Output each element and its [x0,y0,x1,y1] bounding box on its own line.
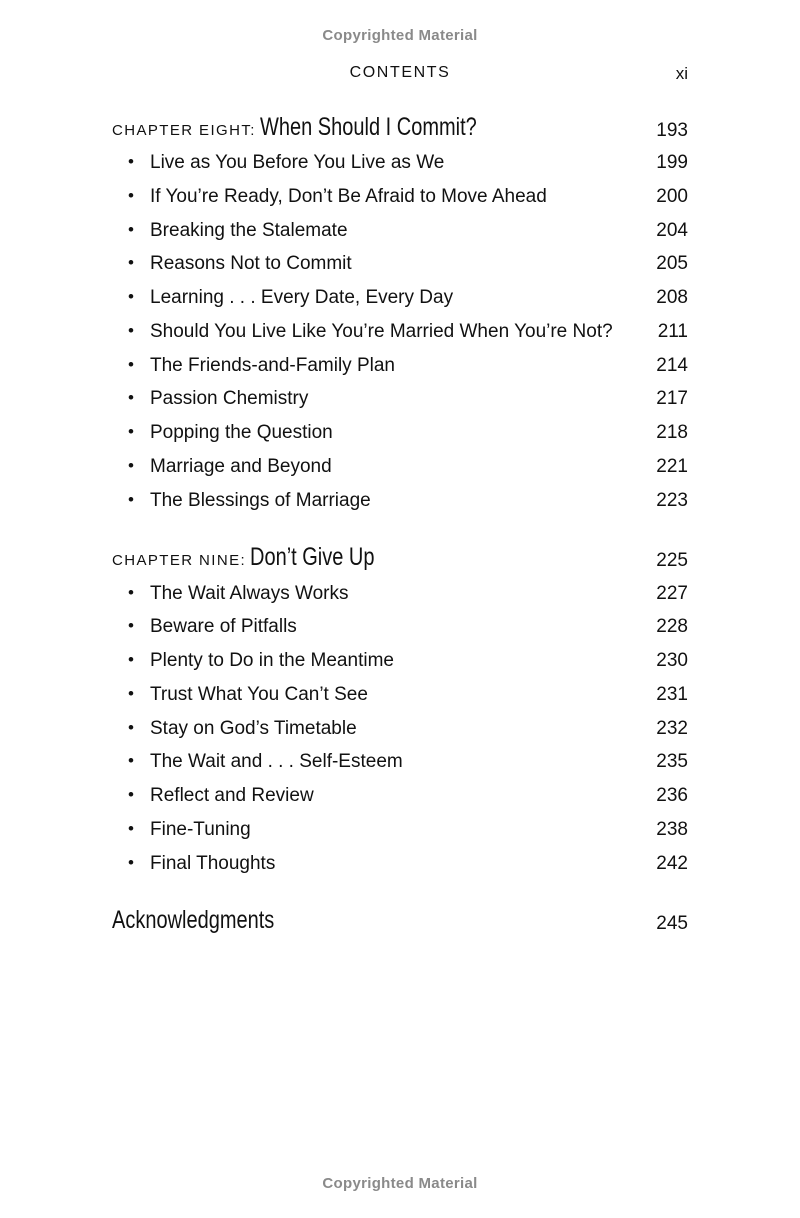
running-head [112,64,688,86]
acknowledgments-page-number: 245 [656,913,688,934]
entry-page-number: 228 [656,616,688,637]
toc-entry [112,186,688,212]
entry-title: Should You Live Like You’re Married When You’re Not? [150,321,613,342]
acknowledgments-title: Acknowledgments [112,906,275,934]
entry-page-number: 238 [656,819,688,840]
toc-entry [112,422,688,448]
entry-page-number: 204 [656,220,688,241]
entry-title: Stay on God’s Timetable [150,718,357,739]
entry-page-number: 231 [656,684,688,705]
entry-title: Live as You Before You Live as We [150,152,445,173]
toc-entry [112,819,688,845]
toc-entry [112,785,688,811]
toc-entry [112,321,688,347]
toc-entry [112,287,688,313]
chapter-page-number: 193 [656,120,688,141]
entry-title: The Wait Always Works [150,583,349,604]
toc-entry [112,388,688,414]
toc-entry [112,152,688,178]
bullet-icon: • [128,287,134,306]
bullet-icon: • [128,355,134,374]
toc-entry [112,616,688,642]
entry-page-number: 223 [656,490,688,511]
chapter-heading-nine [112,542,688,576]
entry-title: The Blessings of Marriage [150,490,371,511]
chapter-number: CHAPTER EIGHT: [112,122,256,139]
toc-entry [112,650,688,676]
bullet-icon: • [128,853,134,872]
toc-entry [112,456,688,482]
entry-page-number: 199 [656,152,688,173]
bullet-icon: • [128,152,134,171]
bullet-icon: • [128,616,134,635]
entry-page-number: 235 [656,751,688,772]
entry-page-number: 227 [656,583,688,604]
entry-title: Final Thoughts [150,853,276,874]
bullet-icon: • [128,718,134,737]
entry-page-number: 200 [656,186,688,207]
toc-entry [112,490,688,516]
bullet-icon: • [128,650,134,669]
chapter-heading-eight [112,112,688,146]
chapter-title: When Should I Commit? [259,113,477,141]
toc-entry [112,355,688,381]
entry-page-number: 221 [656,456,688,477]
bullet-icon: • [128,388,134,407]
entry-page-number: 208 [656,287,688,308]
copyright-notice-bottom: Copyrighted Material [322,1175,478,1192]
entry-title: Trust What You Can’t See [150,684,368,705]
bullet-icon: • [128,684,134,703]
entry-page-number: 236 [656,785,688,806]
entry-title: Reasons Not to Commit [150,253,352,274]
bullet-icon: • [128,785,134,804]
entry-page-number: 205 [656,253,688,274]
toc-entry [112,684,688,710]
entry-title: Beware of Pitfalls [150,616,297,637]
entry-page-number: 211 [657,321,688,342]
page-title: CONTENTS [349,64,451,81]
copyright-notice-top: Copyrighted Material [322,27,478,44]
acknowledgments-heading [112,905,688,939]
bullet-icon: • [128,220,134,239]
chapter-page-number: 225 [656,550,688,571]
bullet-icon: • [128,422,134,441]
entry-title: The Friends-and-Family Plan [150,355,395,376]
entry-page-number: 218 [656,422,688,443]
folio-page-number: xi [675,64,688,83]
entry-page-number: 232 [656,718,688,739]
entry-page-number: 217 [656,388,688,409]
entry-title: Popping the Question [150,422,333,443]
bullet-icon: • [128,321,134,340]
entry-title: Marriage and Beyond [150,456,332,477]
toc-entry [112,220,688,246]
entry-title: Reflect and Review [150,785,314,806]
bullet-icon: • [128,253,134,272]
entry-page-number: 230 [656,650,688,671]
toc-entry [112,583,688,609]
chapter-label [112,543,406,572]
bullet-icon: • [128,819,134,838]
toc-entry [112,718,688,744]
toc-entry [112,853,688,879]
bullet-icon: • [128,456,134,475]
bullet-icon: • [128,751,134,770]
entry-title: Plenty to Do in the Meantime [150,650,394,671]
entry-title: If You’re Ready, Don’t Be Afraid to Move Ahead [150,186,547,207]
entry-title: Fine-Tuning [150,819,251,840]
bullet-icon: • [128,186,134,205]
toc-entry [112,253,688,279]
entry-title: Passion Chemistry [150,388,309,409]
entry-page-number: 214 [656,355,688,376]
entry-page-number: 242 [656,853,688,874]
chapter-label [112,113,531,142]
bullet-icon: • [128,583,134,602]
bullet-icon: • [128,490,134,509]
chapter-title: Don’t Give Up [250,543,375,571]
entry-title: Breaking the Stalemate [150,220,348,241]
toc-entry [112,751,688,777]
chapter-number: CHAPTER NINE: [112,552,247,569]
entry-title: The Wait and . . . Self-Esteem [150,751,403,772]
entry-title: Learning . . . Every Date, Every Day [150,287,454,308]
